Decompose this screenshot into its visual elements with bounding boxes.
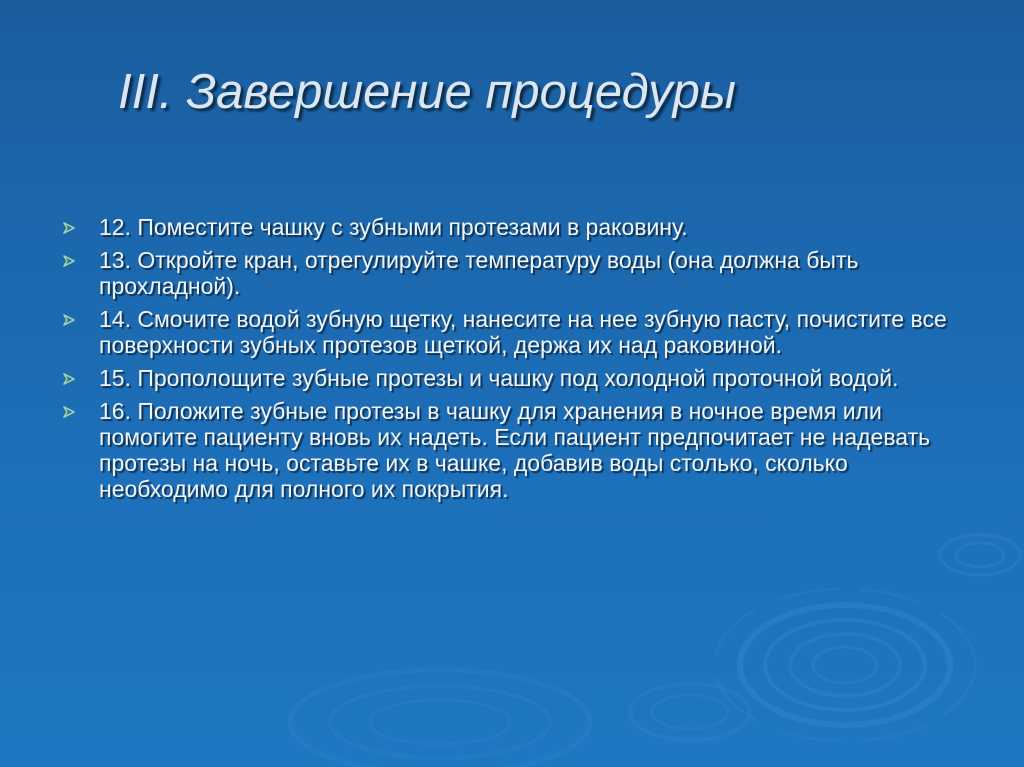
arrowhead-icon [62, 372, 76, 386]
slide-title: III. Завершение процедуры [118, 65, 736, 119]
arrowhead-icon [62, 254, 76, 268]
bullet-text: 15. Прополощите зубные протезы и чашку под холодной проточной водой. [99, 365, 899, 391]
arrowhead-icon [62, 405, 76, 419]
list-item [62, 214, 972, 240]
arrowhead-icon [62, 221, 76, 235]
bullet-text: 12. Поместите чашку с зубными протезами в раковину. [99, 214, 688, 240]
bullet-text: 16. Положите зубные протезы в чашку для хранения в ночное время или помогите пациенту вновь их надеть. Если пациент предпочитает не надевать протезы на ночь, оставьте их в чашке, добавив воды столько, сколько необходимо для полного их покрытия. [99, 398, 931, 502]
list-item [62, 398, 972, 502]
bullet-text: 13. Откройте кран, отрегулируйте температуру воды (она должна быть прохладной). [99, 247, 859, 299]
bullet-text: 14. Смочите водой зубную щетку, нанесите на нее зубную пасту, почистите все поверхности зубных протезов щеткой, держа их над раковиной. [99, 306, 947, 358]
list-item [62, 365, 972, 391]
bullet-list [62, 214, 972, 509]
list-item [62, 306, 972, 358]
list-item [62, 247, 972, 299]
arrowhead-icon [62, 313, 76, 327]
